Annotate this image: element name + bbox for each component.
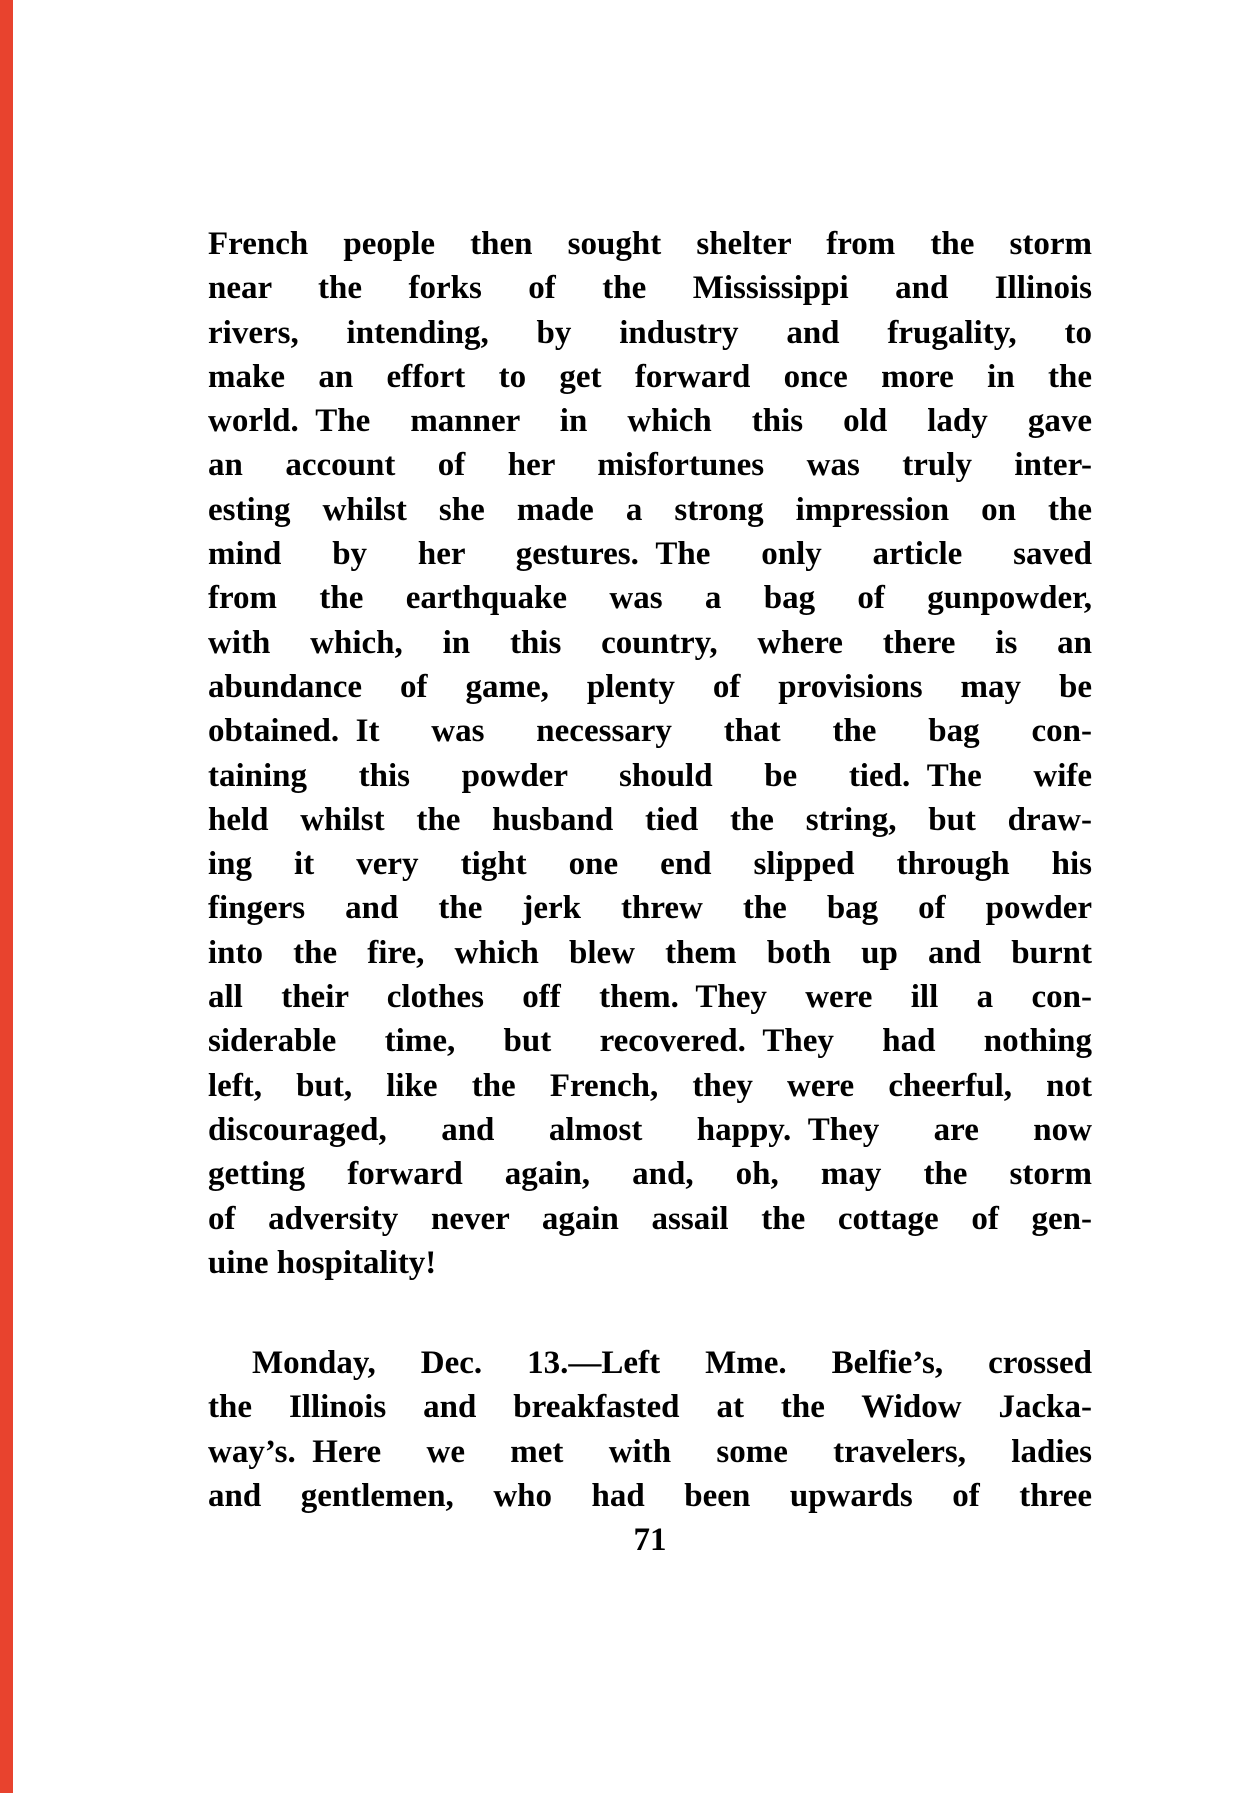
text-line: world. The manner in which this old lady gave [208,403,1092,440]
text-line: rivers, intending, by industry and frugality, to [208,314,1092,351]
paragraph [208,222,1092,1285]
text-line: mind by her gestures. The only article saved [208,536,1092,573]
text-line: make an effort to get forward once more in the [208,358,1092,395]
text-line: the Illinois and breakfasted at the Widow Jacka- [208,1389,1092,1426]
book-edge-strip [0,0,13,1793]
text-line: taining this powder should be tied. The wife [208,757,1092,794]
text-line: uine hospitality! [208,1244,437,1281]
page-number: 71 [633,1522,667,1559]
text-line: French people then sought shelter from the storm [208,226,1092,262]
text-line: esting whilst she made a strong impression on the [208,491,1092,528]
text-line: ing it very tight one end slipped through his [208,846,1092,883]
text-line: discouraged, and almost happy. They are now [208,1111,1092,1148]
text-line: and gentlemen, who had been upwards of three [208,1478,1092,1515]
text-line: fingers and the jerk threw the bag of powder [208,890,1092,927]
text-line: obtained. It was necessary that the bag con- [208,713,1092,750]
text-line: into the fire, which blew them both up and burnt [208,934,1092,971]
text-line: abundance of game, plenty of provisions may be [208,668,1092,705]
text-line: from the earthquake was a bag of gunpowder, [208,580,1092,617]
text-line: Monday, Dec. 13.—Left Mme. Belfie’s, crossed [252,1345,1092,1382]
text-line: near the forks of the Mississippi and Illinois [208,270,1092,307]
text-line: with which, in this country, where there is an [208,624,1092,661]
text-line: siderable time, but recovered. They had nothing [208,1023,1092,1060]
text-line: left, but, like the French, they were cheerful, not [208,1067,1092,1104]
text-line: getting forward again, and, oh, may the storm [208,1156,1092,1193]
text-line: way’s. Here we met with some travelers, ladies [208,1433,1092,1470]
text-line: held whilst the husband tied the string, but draw- [208,801,1092,838]
text-block [208,222,1092,1563]
paragraph [208,1341,1092,1518]
text-line: an account of her misfortunes was truly inter- [208,447,1092,484]
text-line: all their clothes off them. They were ill a con- [208,979,1092,1016]
text-line: of adversity never again assail the cottage of gen- [208,1200,1092,1237]
